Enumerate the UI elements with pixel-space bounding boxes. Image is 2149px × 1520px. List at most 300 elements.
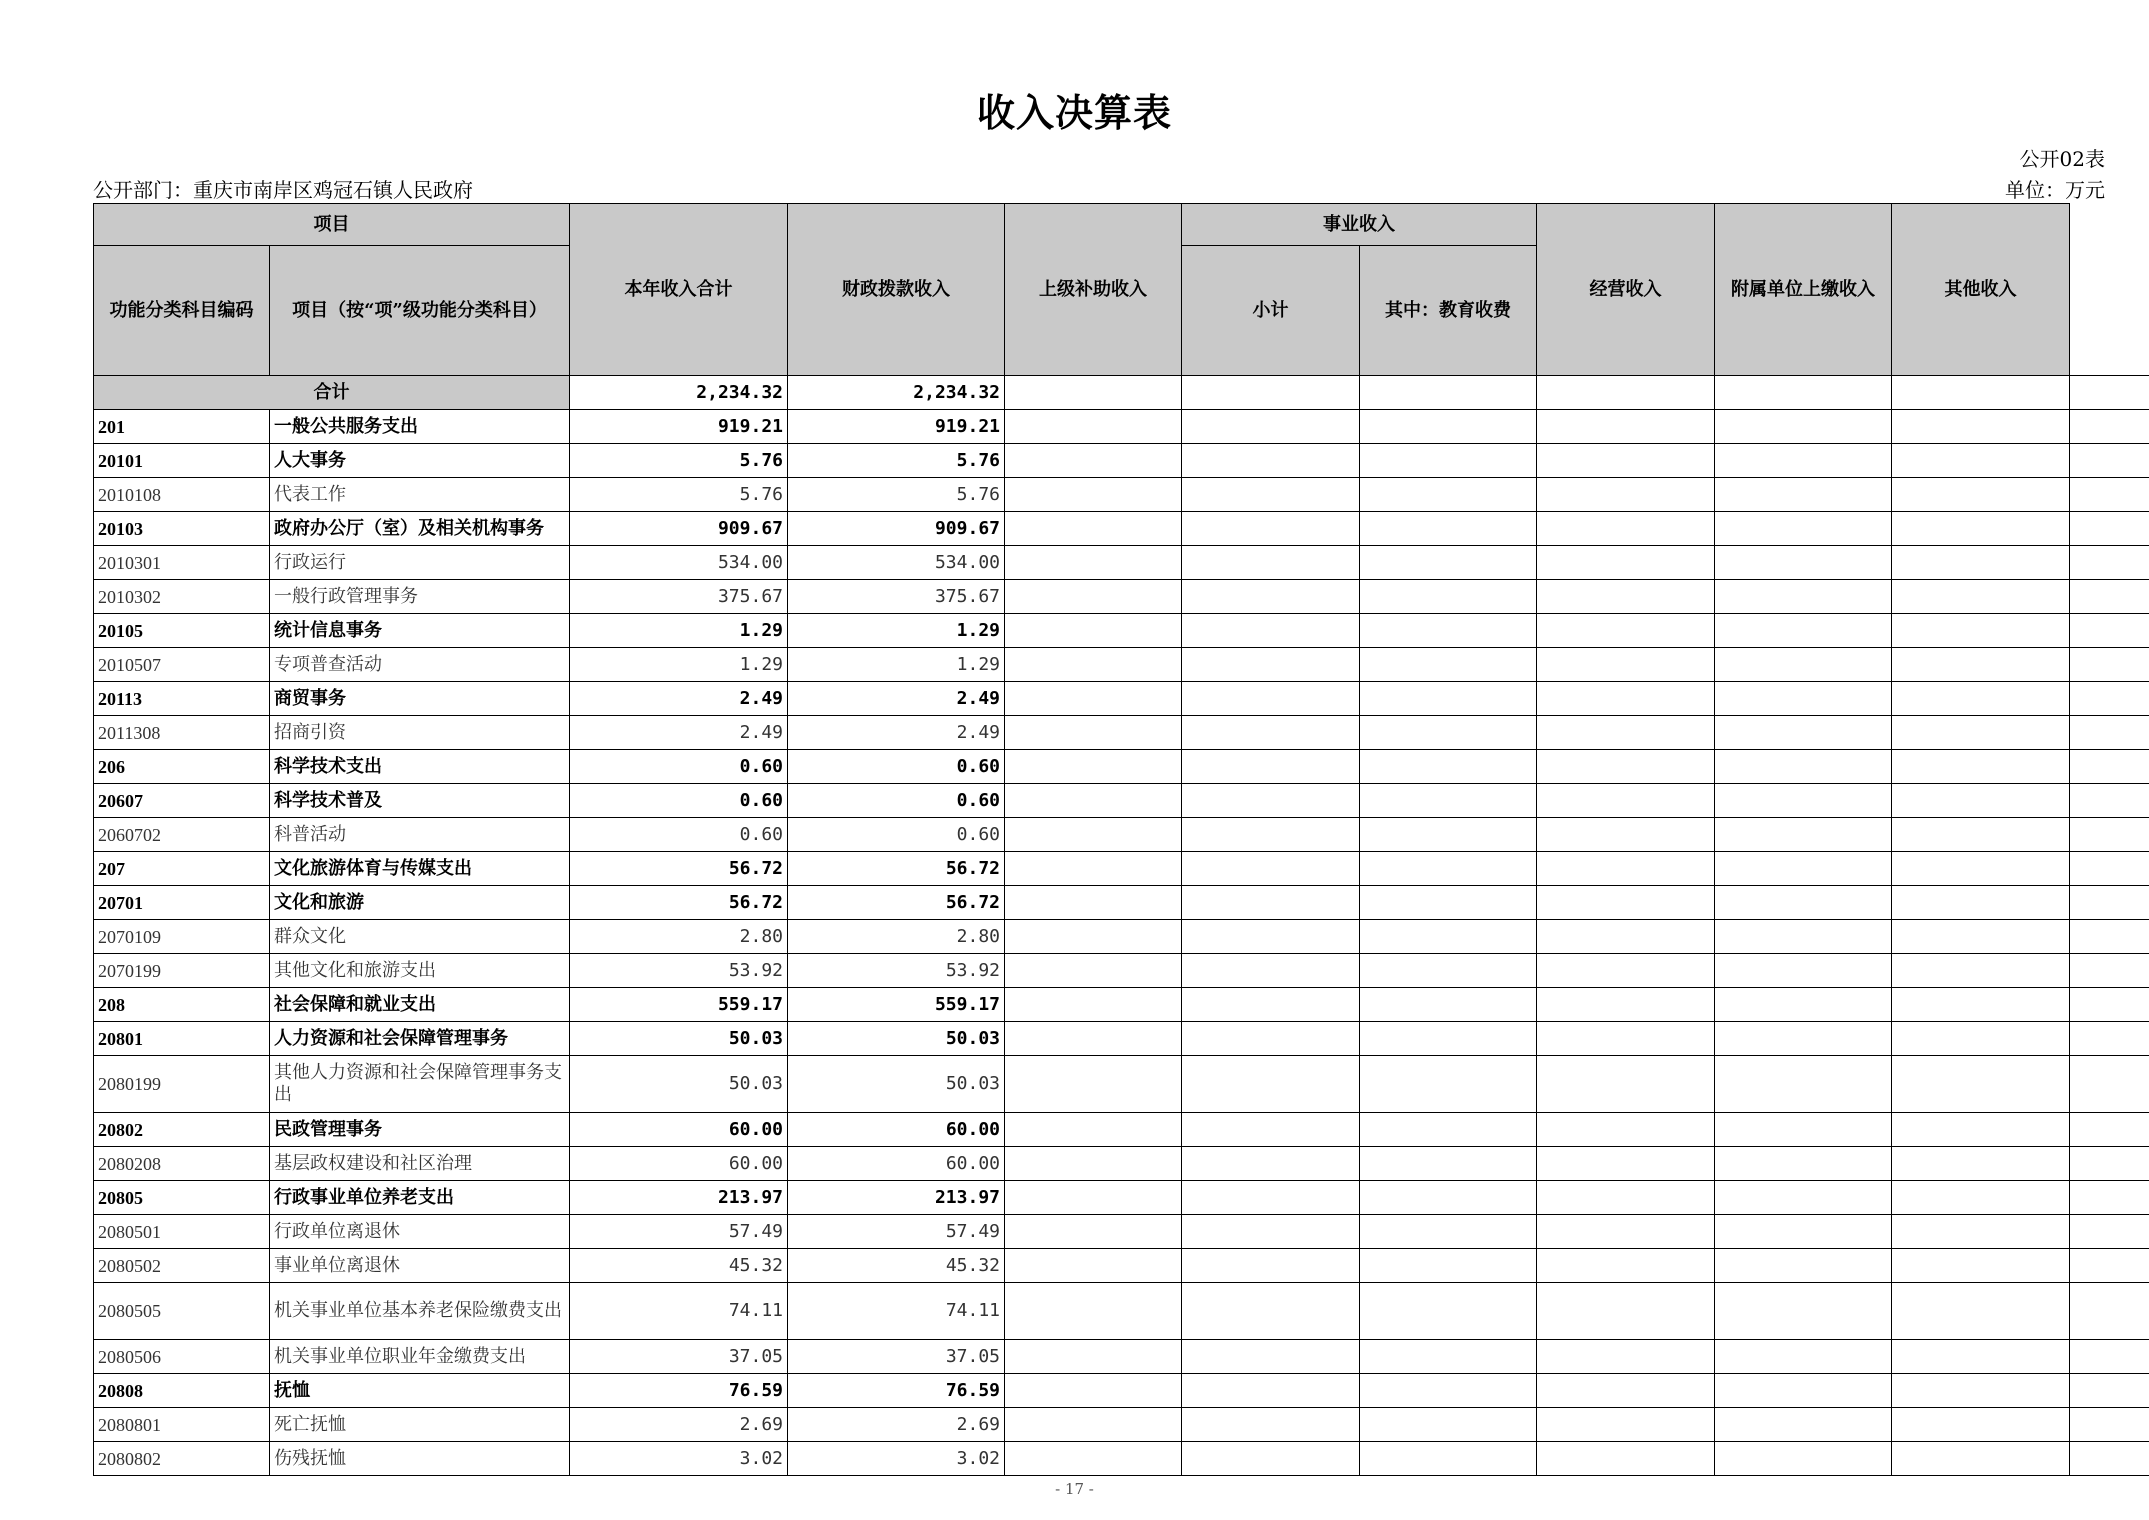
row-code: 2070199 [94,954,270,988]
table-row [94,886,2149,920]
empty-cell [1182,954,1360,988]
empty-cell [1537,852,1715,886]
empty-cell [1182,1374,1360,1408]
empty-cell [1892,648,2070,682]
empty-cell [1537,1147,1715,1181]
row-name: 人力资源和社会保障管理事务 [270,1022,570,1056]
row-fiscal: 2.49 [788,716,1005,750]
empty-cell [1715,682,1892,716]
row-fiscal: 0.60 [788,818,1005,852]
row-code: 20103 [94,512,270,546]
row-fiscal: 60.00 [788,1147,1005,1181]
empty-cell [1005,614,1182,648]
empty-cell [1005,512,1182,546]
row-name: 科学技术普及 [270,784,570,818]
empty-cell [1182,546,1360,580]
row-fiscal: 45.32 [788,1249,1005,1283]
empty-cell [1005,784,1182,818]
row-name: 机关事业单位基本养老保险缴费支出 [270,1283,570,1340]
row-name: 事业单位离退休 [270,1249,570,1283]
table-row [94,580,2149,614]
empty-cell [1892,1283,2070,1340]
table-row [94,1374,2149,1408]
row-total: 3.02 [570,1442,788,1476]
table-row [94,784,2149,818]
table-row [94,614,2149,648]
header-other: 其他收入 [1892,204,2070,376]
empty-cell [1182,920,1360,954]
empty-cell [1360,1340,1537,1374]
row-total: 2.49 [570,716,788,750]
unit-label: 单位：万元 [2005,178,2105,202]
empty-cell [1360,1374,1537,1408]
row-code: 20801 [94,1022,270,1056]
row-total: 50.03 [570,1022,788,1056]
row-code: 20113 [94,682,270,716]
empty-cell [1715,1283,1892,1340]
row-fiscal: 76.59 [788,1374,1005,1408]
department-label: 公开部门：重庆市南岸区鸡冠石镇人民政府 [93,178,473,202]
empty-cell [1537,410,1715,444]
row-code: 20808 [94,1374,270,1408]
row-code: 2080506 [94,1340,270,1374]
empty-cell [1892,1147,2070,1181]
empty-cell [1005,1022,1182,1056]
table-row [94,682,2149,716]
row-total: 56.72 [570,886,788,920]
empty-cell [1537,1022,1715,1056]
row-name: 招商引资 [270,716,570,750]
empty-cell [1537,1056,1715,1113]
row-code: 2080208 [94,1147,270,1181]
row-name: 机关事业单位职业年金缴费支出 [270,1340,570,1374]
empty-cell [1537,546,1715,580]
empty-cell [2070,1181,2149,1215]
empty-cell [2070,750,2149,784]
empty-cell [1005,988,1182,1022]
row-fiscal: 53.92 [788,954,1005,988]
empty-cell [1715,1022,1892,1056]
empty-cell [1892,886,2070,920]
header-operating: 经营收入 [1537,204,1715,376]
empty-cell [1537,1442,1715,1476]
row-code: 20701 [94,886,270,920]
table-row [94,920,2149,954]
empty-cell [1360,988,1537,1022]
row-total: 76.59 [570,1374,788,1408]
row-code: 20101 [94,444,270,478]
row-total: 1.29 [570,648,788,682]
row-name: 一般公共服务支出 [270,410,570,444]
row-fiscal: 0.60 [788,784,1005,818]
row-fiscal: 37.05 [788,1340,1005,1374]
empty-cell [2070,988,2149,1022]
empty-cell [1360,954,1537,988]
empty-cell [1537,1374,1715,1408]
table-row [94,1022,2149,1056]
empty-cell [2070,1022,2149,1056]
empty-cell [1005,886,1182,920]
empty-cell [1005,750,1182,784]
empty-cell [1715,1442,1892,1476]
empty-cell [1005,410,1182,444]
empty-cell [1360,580,1537,614]
row-code: 2011308 [94,716,270,750]
empty-cell [2070,716,2149,750]
empty-cell [1892,1181,2070,1215]
empty-cell [1360,886,1537,920]
empty-cell [1360,1181,1537,1215]
row-code: 2010108 [94,478,270,512]
empty-cell [1537,512,1715,546]
empty-cell [1182,410,1360,444]
report-title: 收入决算表 [976,90,1172,135]
empty-cell [1182,852,1360,886]
empty-cell [1360,1283,1537,1340]
table-row [94,410,2149,444]
empty-cell [1005,1249,1182,1283]
row-fiscal: 50.03 [788,1022,1005,1056]
empty-cell [2070,478,2149,512]
empty-cell [2070,920,2149,954]
empty-cell [2070,784,2149,818]
row-total: 534.00 [570,546,788,580]
empty-cell [1715,1056,1892,1113]
empty-cell [1182,1408,1360,1442]
header-business: 事业收入 [1182,204,1537,246]
empty-cell [1360,682,1537,716]
empty-cell [1360,1113,1537,1147]
empty-cell [1360,1249,1537,1283]
empty-cell [1182,1022,1360,1056]
header-superior: 上级补助收入 [1005,204,1182,376]
row-code: 2010301 [94,546,270,580]
total-label: 合计 [94,376,570,410]
empty-cell [1892,1442,2070,1476]
table-row [94,716,2149,750]
empty-cell [1892,954,2070,988]
row-name: 科学技术支出 [270,750,570,784]
empty-cell [1892,920,2070,954]
empty-cell [2070,1215,2149,1249]
table-row [94,1340,2149,1374]
row-name: 伤残抚恤 [270,1442,570,1476]
empty-cell [1537,716,1715,750]
row-name: 其他人力资源和社会保障管理事务支出 [270,1056,570,1113]
row-fiscal: 56.72 [788,886,1005,920]
row-total: 56.72 [570,852,788,886]
row-code: 20607 [94,784,270,818]
empty-cell [1537,1283,1715,1340]
table-row [94,1113,2149,1147]
header-affiliated: 附属单位上缴收入 [1715,204,1892,376]
empty-cell [1005,1215,1182,1249]
row-name: 代表工作 [270,478,570,512]
row-fiscal: 60.00 [788,1113,1005,1147]
empty-cell [1360,444,1537,478]
row-code: 208 [94,988,270,1022]
row-total: 0.60 [570,818,788,852]
row-total: 213.97 [570,1181,788,1215]
empty-cell [1005,1340,1182,1374]
empty-cell [1182,1340,1360,1374]
table-row [94,546,2149,580]
empty-cell [1537,478,1715,512]
row-fiscal: 375.67 [788,580,1005,614]
empty-cell [1005,682,1182,716]
row-code: 2080199 [94,1056,270,1113]
row-name: 文化和旅游 [270,886,570,920]
row-fiscal: 50.03 [788,1056,1005,1113]
row-name: 抚恤 [270,1374,570,1408]
row-fiscal: 5.76 [788,444,1005,478]
empty-cell [1892,784,2070,818]
empty-cell [1005,818,1182,852]
row-total: 57.49 [570,1215,788,1249]
row-fiscal: 74.11 [788,1283,1005,1340]
empty-cell [1005,1056,1182,1113]
empty-cell [1892,1408,2070,1442]
row-total: 919.21 [570,410,788,444]
form-number: 公开02表 [2019,147,2105,171]
table-row [94,1215,2149,1249]
empty-cell [1715,818,1892,852]
empty-cell [1715,648,1892,682]
empty-cell [1360,818,1537,852]
empty-cell [1892,512,2070,546]
empty-cell [1892,444,2070,478]
row-name: 群众文化 [270,920,570,954]
empty-cell [1537,750,1715,784]
empty-cell [2070,954,2149,988]
row-total: 0.60 [570,784,788,818]
empty-cell [1360,852,1537,886]
row-fiscal: 559.17 [788,988,1005,1022]
empty-cell [1892,750,2070,784]
empty-cell [1005,852,1182,886]
row-code: 2080505 [94,1283,270,1340]
row-total: 5.76 [570,444,788,478]
empty-cell [1715,444,1892,478]
empty-cell [1182,478,1360,512]
empty-cell [1360,546,1537,580]
empty-cell [1892,614,2070,648]
empty-cell [1360,410,1537,444]
empty-cell [1892,580,2070,614]
empty-cell [2070,682,2149,716]
header-item: 项目 [94,204,570,246]
table-row [94,954,2149,988]
empty-cell [1182,818,1360,852]
empty-cell [1005,920,1182,954]
empty-cell [2070,580,2149,614]
row-name: 社会保障和就业支出 [270,988,570,1022]
row-fiscal: 56.72 [788,852,1005,886]
empty-cell [1537,954,1715,988]
empty-cell [1892,478,2070,512]
empty-cell [1005,444,1182,478]
table-row [94,988,2149,1022]
empty-cell [1892,716,2070,750]
empty-cell [2070,818,2149,852]
empty-cell [1537,1408,1715,1442]
empty-cell [1537,614,1715,648]
row-fiscal: 0.60 [788,750,1005,784]
empty-cell [1360,478,1537,512]
table-row [94,512,2149,546]
header-subtotal: 小计 [1182,246,1360,376]
empty-cell [1182,1215,1360,1249]
page-number: - 17 - [1055,1480,1094,1498]
empty-cell [1182,716,1360,750]
table-row [94,1408,2149,1442]
row-code: 2080802 [94,1442,270,1476]
row-name: 商贸事务 [270,682,570,716]
empty-cell [1005,1283,1182,1340]
empty-cell [1715,1249,1892,1283]
row-total: 60.00 [570,1113,788,1147]
empty-cell [1537,1181,1715,1215]
table-row [94,852,2149,886]
empty-cell [1182,1249,1360,1283]
empty-cell [2070,512,2149,546]
row-total: 2.49 [570,682,788,716]
row-fiscal: 2.69 [788,1408,1005,1442]
empty-cell [1537,1249,1715,1283]
empty-cell [1715,410,1892,444]
row-fiscal: 534.00 [788,546,1005,580]
empty-cell [1005,1408,1182,1442]
row-name: 文化旅游体育与传媒支出 [270,852,570,886]
row-total: 53.92 [570,954,788,988]
empty-cell [1360,1408,1537,1442]
empty-cell [1182,1181,1360,1215]
empty-cell [1715,750,1892,784]
empty-cell [1715,614,1892,648]
row-code: 2060702 [94,818,270,852]
row-fiscal: 3.02 [788,1442,1005,1476]
empty-cell [1715,580,1892,614]
total-row [94,376,2149,410]
row-name: 政府办公厅（室）及相关机构事务 [270,512,570,546]
empty-cell [1892,410,2070,444]
empty-cell [2070,614,2149,648]
row-total: 60.00 [570,1147,788,1181]
empty-cell [1005,580,1182,614]
empty-cell [1360,512,1537,546]
empty-cell [2070,1249,2149,1283]
empty-cell [1005,1147,1182,1181]
row-code: 20802 [94,1113,270,1147]
table-row [94,648,2149,682]
row-name: 其他文化和旅游支出 [270,954,570,988]
row-fiscal: 213.97 [788,1181,1005,1215]
row-total: 45.32 [570,1249,788,1283]
empty-cell [1715,1408,1892,1442]
empty-cell [1892,852,2070,886]
empty-cell [2070,1056,2149,1113]
row-name: 统计信息事务 [270,614,570,648]
total-fiscal: 2,234.32 [788,376,1005,410]
empty-cell [1715,716,1892,750]
header-education: 其中：教育收费 [1360,246,1537,376]
empty-cell [1892,818,2070,852]
empty-cell [2070,546,2149,580]
empty-cell [1537,682,1715,716]
header-name: 项目（按“项”级功能分类科目） [270,246,570,376]
empty-cell [1005,648,1182,682]
empty-cell [1892,1215,2070,1249]
empty-cell [1360,1442,1537,1476]
empty-cell [1360,750,1537,784]
header-fiscal: 财政拨款收入 [788,204,1005,376]
empty-cell [1182,750,1360,784]
table-row [94,1442,2149,1476]
empty-cell [1182,784,1360,818]
empty-cell [1360,1022,1537,1056]
row-code: 2010507 [94,648,270,682]
empty-cell [1892,546,2070,580]
empty-cell [1537,920,1715,954]
empty-cell [1892,1113,2070,1147]
row-total: 375.67 [570,580,788,614]
empty-cell [1892,1340,2070,1374]
row-total: 909.67 [570,512,788,546]
empty-cell [1360,716,1537,750]
empty-cell [1715,1215,1892,1249]
empty-cell [1360,648,1537,682]
row-fiscal: 2.80 [788,920,1005,954]
table-row [94,1283,2149,1340]
empty-cell [1715,512,1892,546]
empty-cell [1005,716,1182,750]
row-name: 行政运行 [270,546,570,580]
row-name: 行政事业单位养老支出 [270,1181,570,1215]
table-row [94,478,2149,512]
empty-cell [1715,886,1892,920]
empty-cell [1715,784,1892,818]
empty-cell [1182,1147,1360,1181]
empty-cell [1005,478,1182,512]
empty-cell [1182,614,1360,648]
empty-cell [1182,1056,1360,1113]
empty-cell [1360,1215,1537,1249]
empty-cell [1892,1374,2070,1408]
empty-cell [1182,1283,1360,1340]
header-total: 本年收入合计 [570,204,788,376]
empty-cell [1892,1056,2070,1113]
empty-cell [2070,1374,2149,1408]
table-row [94,1181,2149,1215]
row-name: 死亡抚恤 [270,1408,570,1442]
empty-cell [1537,1340,1715,1374]
row-name: 民政管理事务 [270,1113,570,1147]
table-row [94,1147,2149,1181]
empty-cell [1715,478,1892,512]
row-total: 1.29 [570,614,788,648]
empty-cell [1005,546,1182,580]
empty-cell [2070,1442,2149,1476]
empty-cell [1360,614,1537,648]
empty-cell [1182,886,1360,920]
header-code: 功能分类科目编码 [94,246,270,376]
empty-cell [1715,1147,1892,1181]
table-row [94,750,2149,784]
empty-cell [1005,954,1182,988]
row-name: 行政单位离退休 [270,1215,570,1249]
empty-cell [1892,1249,2070,1283]
empty-cell [1182,444,1360,478]
